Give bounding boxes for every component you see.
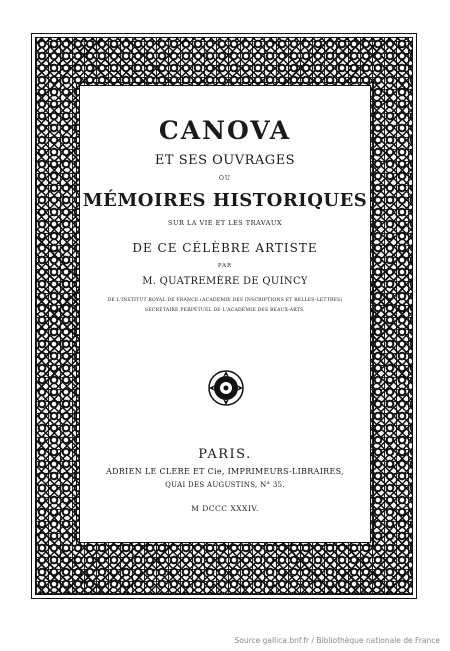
par-line: PAR (217, 263, 233, 269)
sur-line: SUR LA VIE ET LES TRAVAUX (168, 219, 282, 227)
author-credentials-2: SECRÉTAIRE PERPÉTUEL DE L'ACADÉMIE DES BEAUX-ARTS. (145, 308, 305, 313)
conjunction-ou: OU (219, 175, 231, 182)
imprint-address: QUAI DES AUGUSTINS, N° 35. (165, 481, 285, 489)
imprint-publisher: ADRIEN LE CLERE ET Cie, IMPRIMEURS-LIBRAIRES, (106, 467, 344, 476)
book-title: CANOVA (158, 116, 292, 145)
book-subtitle: ET SES OUVRAGES (154, 153, 296, 168)
memoires-heading: MÉMOIRES HISTORIQUES (82, 190, 368, 211)
imprint-place: PARIS. (198, 447, 252, 462)
author-credentials-1: DE L'INSTITUT ROYAL DE FRANCE (ACADÉMIE DES INSCRIPTIONS ET BELLES-LETTRES) (107, 298, 343, 303)
source-attribution: Source gallica.bnf.fr / Bibliothèque nationale de France (234, 636, 440, 645)
printer-ornament-icon (206, 368, 246, 408)
artist-line: DE CE CÉLÈBRE ARTISTE (132, 241, 318, 255)
title-page-panel (79, 85, 371, 543)
imprint-date: M DCCC XXXIV. (191, 504, 259, 513)
author-name: M. QUATREMÈRE DE QUINCY (142, 276, 308, 287)
